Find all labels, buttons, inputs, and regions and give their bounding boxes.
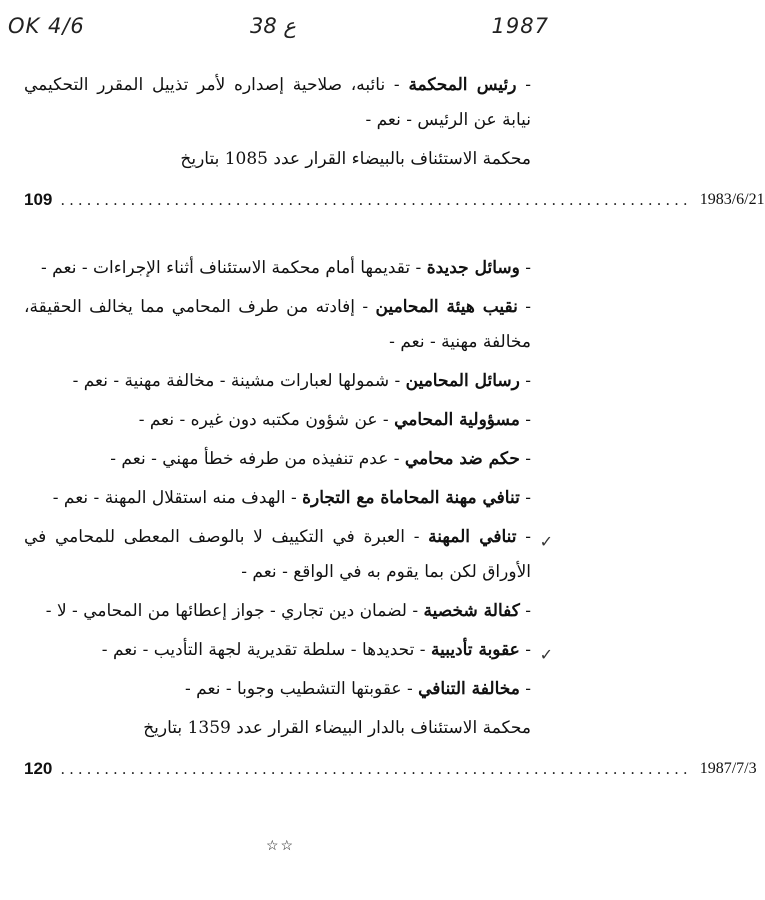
entry-text: - لضمان دين تجاري - جواز إعطائها من المحامي - لا - (45, 601, 424, 621)
section-end-stars-icon: ☆☆ (265, 838, 296, 854)
list-item: - مخالفة التنافي - عقوبتها التشطيب وجوبا - نعم - (185, 679, 531, 699)
list-item: - تنافي مهنة المحاماة مع التجارة - الهدف منه استقلال المهنة - نعم - (52, 488, 531, 508)
entry-heading: رسائل المحامين (405, 371, 520, 391)
entry-text: - عقوبتها التشطيب وجوبا - نعم - (185, 679, 419, 699)
decision-source: محكمة الاستئناف بالدار البيضاء القرار عدد 1359 بتاريخ (143, 718, 531, 738)
toc-line-120 (24, 750, 757, 788)
index-content (24, 68, 765, 794)
handwritten-check-icon: ✓ (539, 645, 553, 664)
entry-text: - شمولها لعبارات مشينة - مخالفة مهنية - نعم - (72, 371, 406, 391)
entry-heading: رئيس المحكمة (408, 75, 517, 95)
toc-line-109 (24, 181, 765, 219)
decision-source: محكمة الاستئناف بالبيضاء القرار عدد 1085 بتاريخ (180, 149, 531, 169)
entry-text: - تحديدها - سلطة تقديرية لجهة التأديب - نعم - (101, 640, 431, 660)
entry-heading: مخالفة التنافي (418, 679, 520, 699)
entry-list (24, 251, 553, 707)
entry-heading: تنافي مهنة المحاماة مع التجارة (302, 488, 520, 508)
entry-text: - تقديمها أمام محكمة الاستئناف أثناء الإجراءات - نعم - (41, 258, 427, 278)
entry-heading: وسائل جديدة (426, 258, 520, 278)
handwritten-note-left: OK 4/6 (8, 14, 85, 38)
list-item: - نقيب هيئة المحامين - إفادته من طرف المحامي مما يخالف الحقيقة، مخالفة مهنية - نعم - (24, 297, 531, 352)
decision-date: 1983/6/21 (699, 191, 765, 208)
entry-heading: تنافي المهنة (428, 527, 517, 547)
entry-court-president: - رئيس المحكمة - نائبه، صلاحية إصداره لأمر تذييل المقرر التحكيمي نيابة عن الرئيس - نعم - (24, 75, 531, 130)
entry-heading: حكم ضد محامي (404, 449, 520, 469)
entry-text: - العبرة في التكييف لا بالوصف المعطى للمحامي في الأوراق لكن بما يقوم به في الواقع - نعم - (24, 527, 531, 582)
page-number: 120 (24, 759, 53, 778)
entry-text: - عدم تنفيذه من طرفه خطأ مهني - نعم - (110, 449, 405, 469)
entry-text: - الهدف منه استقلال المهنة - نعم - (52, 488, 303, 508)
entry-heading: عقوبة تأديبية (430, 640, 520, 660)
handwritten-note-right: 1987 (491, 14, 549, 38)
handwritten-check-icon: ✓ (539, 532, 553, 551)
list-item: ✓ - تنافي المهنة - العبرة في التكييف لا بالوصف المعطى للمحامي في الأوراق لكن بما يقوم به في الواقع - نعم - (24, 520, 531, 590)
entry-text: - إفادته من طرف المحامي مما يخالف الحقيقة، مخالفة مهنية - نعم - (24, 297, 531, 352)
handwritten-note-middle: ع 38 (250, 14, 296, 38)
list-item: - مسؤولية المحامي - عن شؤون مكتبه دون غيره - نعم - (138, 410, 531, 430)
leader-dots: ........................................................................ (60, 191, 692, 209)
entry-text: - عن شؤون مكتبه دون غيره - نعم - (138, 410, 395, 430)
list-item: - رسائل المحامين - شمولها لعبارات مشينة - مخالفة مهنية - نعم - (72, 371, 531, 391)
list-item: - كفالة شخصية - لضمان دين تجاري - جواز إعطائها من المحامي - لا - (45, 601, 531, 621)
list-item: ✓ - عقوبة تأديبية - تحديدها - سلطة تقديرية لجهة التأديب - نعم - (24, 633, 531, 668)
entry-heading: نقيب هيئة المحامين (375, 297, 518, 317)
entry-text: - نائبه، صلاحية إصداره لأمر تذييل المقرر التحكيمي نيابة عن الرئيس - نعم - (24, 75, 531, 130)
entry-heading: كفالة شخصية (423, 601, 520, 621)
list-item: - وسائل جديدة - تقديمها أمام محكمة الاستئناف أثناء الإجراءات - نعم - (41, 258, 531, 278)
list-item: - حكم ضد محامي - عدم تنفيذه من طرفه خطأ مهني - نعم - (110, 449, 531, 469)
leader-dots: ........................................................................ (60, 760, 692, 778)
page-number: 109 (24, 190, 53, 209)
decision-date: 1987/7/3 (699, 760, 757, 777)
entry-heading: مسؤولية المحامي (394, 410, 520, 430)
